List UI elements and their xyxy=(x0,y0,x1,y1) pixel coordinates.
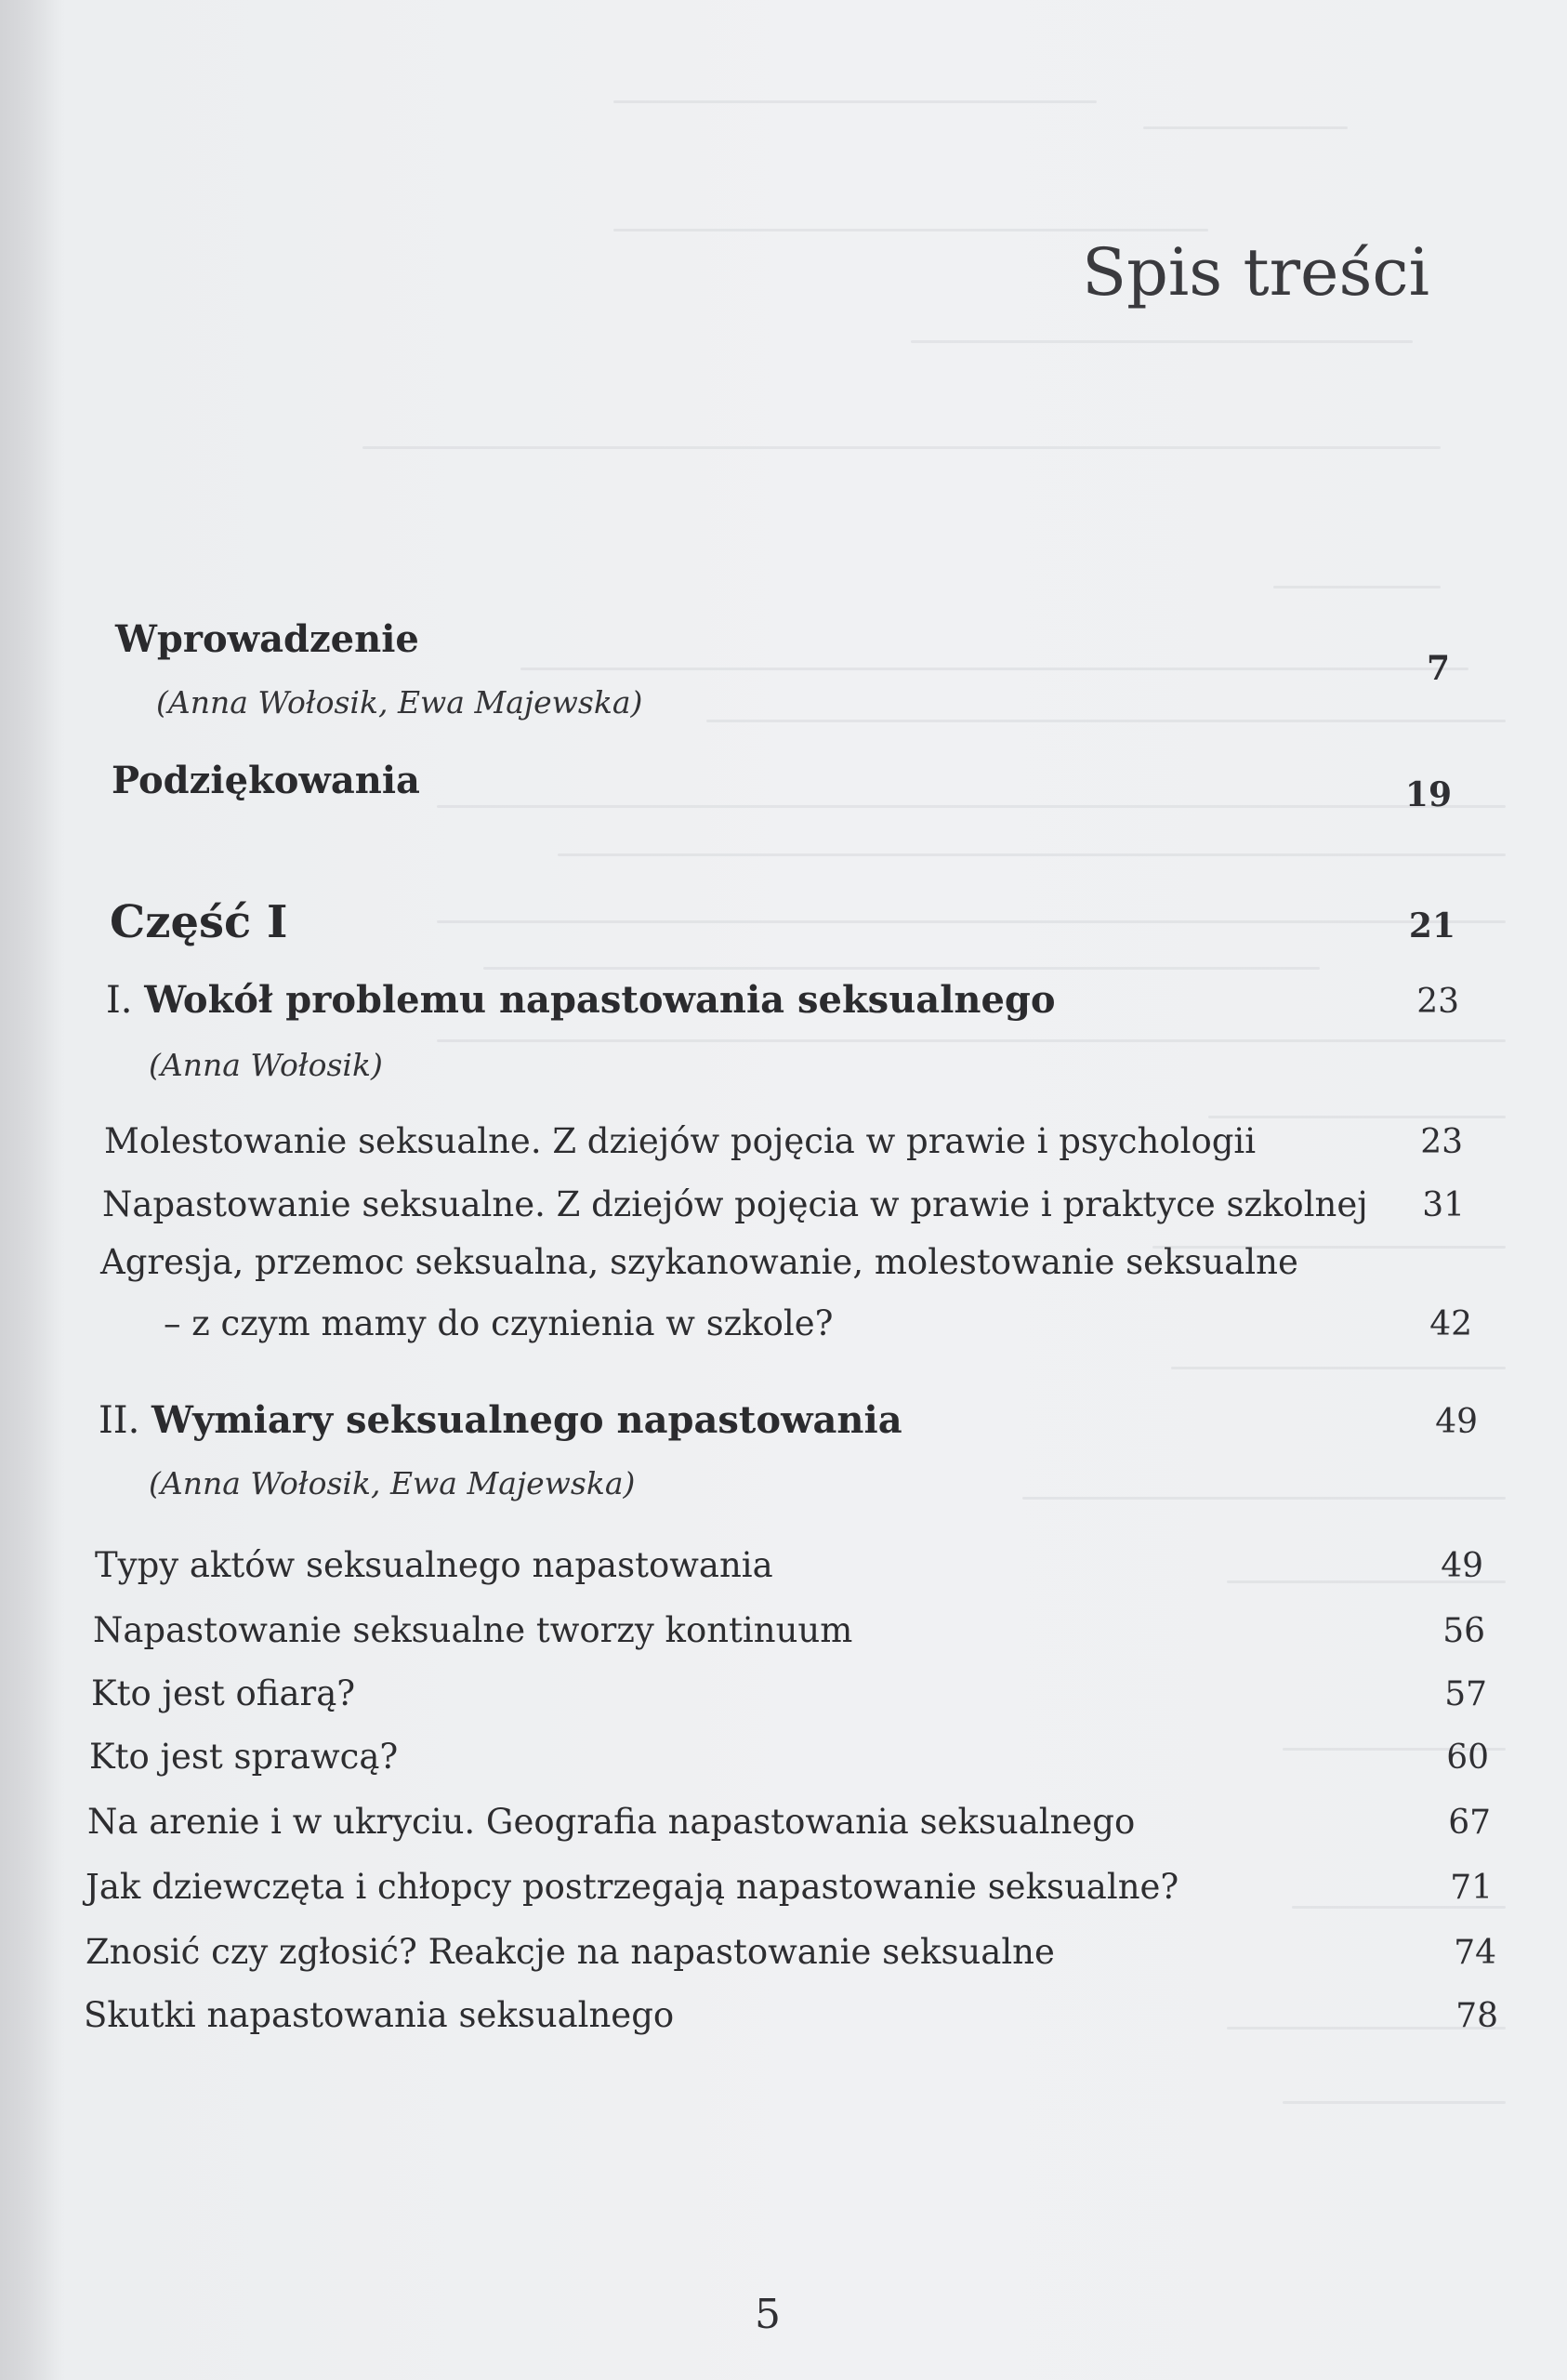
toc-subentry-page: 56 xyxy=(1442,1612,1485,1650)
toc-subentry-label: Kto jest sprawcą? xyxy=(89,1737,399,1777)
toc-subentry-label: Skutki napastowania seksualnego xyxy=(84,1995,675,2035)
toc-subentry xyxy=(84,1995,1498,2035)
toc-entry-introduction xyxy=(115,617,1450,688)
toc-subentry-page: 49 xyxy=(1441,1547,1483,1585)
toc-subentry-page: 74 xyxy=(1454,1934,1496,1972)
toc-subentry xyxy=(86,1932,1496,1972)
toc-chapter-page: 23 xyxy=(1416,983,1459,1021)
toc-chapter-author: (Anna Wołosik) xyxy=(149,1047,383,1083)
toc-subentry-label: Typy aktów seksualnego napastowania xyxy=(95,1545,773,1585)
toc-subentry-label: Na arenie i w ukryciu. Geografia napastowania seksualnego xyxy=(87,1802,1136,1842)
toc-subentry-page: 78 xyxy=(1455,1997,1498,2035)
toc-subentry-label: Napastowanie seksualne. Z dziejów pojęcia w prawie i praktyce szkolnej xyxy=(102,1184,1368,1224)
toc-part-heading xyxy=(110,896,1455,948)
toc-subentry xyxy=(91,1673,1487,1713)
toc-chapter-page: 49 xyxy=(1435,1403,1478,1441)
toc-subentry-page: 67 xyxy=(1448,1804,1491,1842)
toc-subentry-page: 60 xyxy=(1446,1739,1489,1777)
toc-subentry xyxy=(87,1802,1491,1842)
toc-chapter-number: I. xyxy=(106,979,133,1022)
toc-subentry xyxy=(164,1303,1472,1343)
toc-chapter-title-text: Wymiary seksualnego napastowania xyxy=(151,1398,902,1442)
toc-entry-author: (Anna Wołosik, Ewa Majewska) xyxy=(156,684,643,721)
toc-subentry-label: Molestowanie seksualne. Z dziejów pojęcia w prawie i psychologii xyxy=(104,1121,1257,1161)
toc-subentry-page: 57 xyxy=(1444,1675,1487,1713)
toc-part-page: 21 xyxy=(1408,906,1455,945)
toc-entry-label: Wprowadzenie xyxy=(115,617,419,661)
toc-subentry-label: Znosić czy zgłosić? Reakcje na napastowanie seksualne xyxy=(86,1932,1055,1972)
toc-subentry-continuation: – z czym mamy do czynienia w szkole? xyxy=(164,1303,834,1343)
toc-subentry-label: Kto jest ofiarą? xyxy=(91,1673,356,1713)
toc-subentry xyxy=(104,1121,1463,1161)
toc-subentry-page: 31 xyxy=(1422,1186,1465,1224)
toc-entry-page: 19 xyxy=(1404,775,1452,814)
toc-subentry-page: 23 xyxy=(1420,1123,1463,1161)
toc-subentry xyxy=(93,1610,1485,1650)
toc-chapter-2 xyxy=(99,1398,1478,1442)
toc-subentry-page: 42 xyxy=(1429,1305,1472,1343)
page-title: Spis treści xyxy=(1082,234,1429,311)
toc-chapter-title-text: Wokół problemu napastowania seksualnego xyxy=(144,978,1056,1022)
toc-entry-acknowledgements xyxy=(112,759,1452,814)
toc-chapter-title xyxy=(99,1398,902,1442)
toc-subentry xyxy=(86,1867,1493,1907)
page-gutter-shadow xyxy=(0,0,65,2380)
toc-chapter-title xyxy=(106,978,1056,1022)
toc-entry-label: Podziękowania xyxy=(112,759,420,802)
page-number: 5 xyxy=(755,2291,781,2338)
toc-part-label: Część I xyxy=(110,896,288,948)
toc-subentry xyxy=(102,1184,1465,1224)
toc-chapter-1 xyxy=(106,978,1459,1022)
toc-subentry xyxy=(89,1737,1489,1777)
toc-chapter-number: II. xyxy=(99,1399,140,1442)
toc-chapter-author: (Anna Wołosik, Ewa Majewska) xyxy=(149,1465,636,1501)
toc-subentry-label: Napastowanie seksualne tworzy kontinuum xyxy=(93,1610,853,1650)
toc-entry-page: 7 xyxy=(1426,649,1450,688)
toc-subentry-label: Jak dziewczęta i chłopcy postrzegają napastowanie seksualne? xyxy=(86,1867,1179,1907)
toc-subentry-label: Agresja, przemoc seksualna, szykanowanie, molestowanie seksualne xyxy=(100,1242,1298,1282)
toc-subentry-page: 71 xyxy=(1450,1869,1493,1907)
toc-subentry xyxy=(95,1545,1483,1585)
